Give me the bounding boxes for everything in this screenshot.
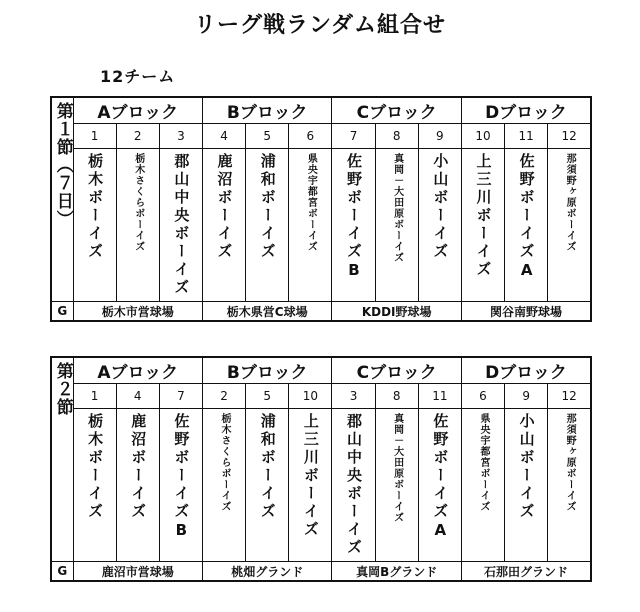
round-1-table <box>50 96 592 322</box>
team-number: 7 <box>332 124 375 149</box>
team-number: 2 <box>116 124 159 149</box>
team-number: 1 <box>73 124 116 149</box>
team-number: 9 <box>505 384 548 409</box>
block-header: Dブロック <box>461 97 591 124</box>
team-name: 郡山中央ボーイズ <box>172 153 191 297</box>
team-name: 上三川ボーイズ <box>474 153 493 279</box>
team-number: 4 <box>202 124 245 149</box>
team-cell <box>116 409 159 562</box>
team-cell <box>73 149 116 302</box>
team-number: 7 <box>159 384 202 409</box>
block-header: Aブロック <box>73 97 202 124</box>
team-name: 浦和ボーイズ <box>258 413 277 521</box>
team-name: 佐野ボーイズB <box>172 413 191 542</box>
team-cell <box>461 149 504 302</box>
team-number: 4 <box>116 384 159 409</box>
team-cell <box>332 409 375 562</box>
ground-name: 石那田グランド <box>461 562 591 582</box>
round-label-text: 第２節 <box>52 362 73 416</box>
team-cell <box>548 149 591 302</box>
block-header: Bブロック <box>202 97 331 124</box>
team-name: 那須野ヶ原ボーイズ <box>564 153 576 252</box>
team-name: 県央宇都宮ボーイズ <box>305 153 317 252</box>
team-cell <box>73 409 116 562</box>
block-header: Cブロック <box>332 97 461 124</box>
ground-name: 真岡Bグランド <box>332 562 461 582</box>
team-number: 9 <box>418 124 461 149</box>
team-number: 6 <box>461 384 504 409</box>
block-header: Bブロック <box>202 357 331 384</box>
team-name: 佐野ボーイズA <box>517 153 536 282</box>
team-number: 6 <box>289 124 332 149</box>
team-number: 2 <box>202 384 245 409</box>
team-name: 真岡－大田原ボーイズ <box>391 413 403 523</box>
team-cell <box>461 409 504 562</box>
team-name: 佐野ボーイズA <box>431 413 450 542</box>
team-cell <box>505 409 548 562</box>
team-cell <box>246 149 289 302</box>
team-name: 上三川ボーイズ <box>301 413 320 539</box>
team-cell <box>159 409 202 562</box>
team-count: 12チーム <box>100 67 176 86</box>
round-2-table <box>50 356 592 582</box>
team-name: 鹿沼ボーイズ <box>129 413 148 521</box>
team-number: 11 <box>505 124 548 149</box>
ground-label: G <box>51 302 73 322</box>
team-number: 12 <box>548 384 591 409</box>
team-number: 10 <box>289 384 332 409</box>
team-name: 小山ボーイズ <box>517 413 536 521</box>
team-name: 小山ボーイズ <box>431 153 450 261</box>
team-name: 栃木ボーイズ <box>86 413 105 521</box>
team-cell <box>202 409 245 562</box>
ground-name: 栃木市営球場 <box>73 302 202 322</box>
team-cell <box>418 409 461 562</box>
team-number: 12 <box>548 124 591 149</box>
team-name: 鹿沼ボーイズ <box>215 153 234 261</box>
team-number: 5 <box>246 384 289 409</box>
ground-name: KDDI野球場 <box>332 302 461 322</box>
team-cell <box>159 149 202 302</box>
team-number: 5 <box>246 124 289 149</box>
ground-name: 栃木県営C球場 <box>202 302 331 322</box>
team-cell <box>375 149 418 302</box>
round-label <box>51 97 73 302</box>
ground-name: 関谷南野球場 <box>461 302 591 322</box>
team-number: 3 <box>332 384 375 409</box>
block-header: Aブロック <box>73 357 202 384</box>
team-cell <box>332 149 375 302</box>
team-cell <box>246 409 289 562</box>
team-number: 8 <box>375 384 418 409</box>
team-cell <box>289 409 332 562</box>
block-header: Cブロック <box>332 357 461 384</box>
block-header: Dブロック <box>461 357 591 384</box>
page-title: リーグ戦ランダム組合せ <box>193 13 447 38</box>
team-cell <box>418 149 461 302</box>
team-name: 栃木ボーイズ <box>86 153 105 261</box>
ground-name: 鹿沼市営球場 <box>73 562 202 582</box>
team-cell <box>202 149 245 302</box>
team-name: 佐野ボーイズB <box>345 153 364 282</box>
team-number: 11 <box>418 384 461 409</box>
team-name: 那須野ヶ原ボーイズ <box>564 413 576 512</box>
ground-name: 桃畑グランド <box>202 562 331 582</box>
team-number: 10 <box>461 124 504 149</box>
round-label-text: 第１節（７日） <box>52 102 73 228</box>
team-number: 3 <box>159 124 202 149</box>
team-cell <box>548 409 591 562</box>
team-cell <box>505 149 548 302</box>
team-name: 県央宇都宮ボーイズ <box>477 413 489 512</box>
team-name: 郡山中央ボーイズ <box>345 413 364 557</box>
round-label <box>51 357 73 562</box>
team-name: 栃木さくらボーイズ <box>132 153 144 252</box>
ground-label: G <box>51 562 73 582</box>
team-cell <box>116 149 159 302</box>
team-name: 浦和ボーイズ <box>258 153 277 261</box>
team-name: 真岡－大田原ボーイズ <box>391 153 403 263</box>
team-number: 1 <box>73 384 116 409</box>
team-cell <box>289 149 332 302</box>
team-cell <box>375 409 418 562</box>
team-number: 8 <box>375 124 418 149</box>
team-name: 栃木さくらボーイズ <box>219 413 231 512</box>
